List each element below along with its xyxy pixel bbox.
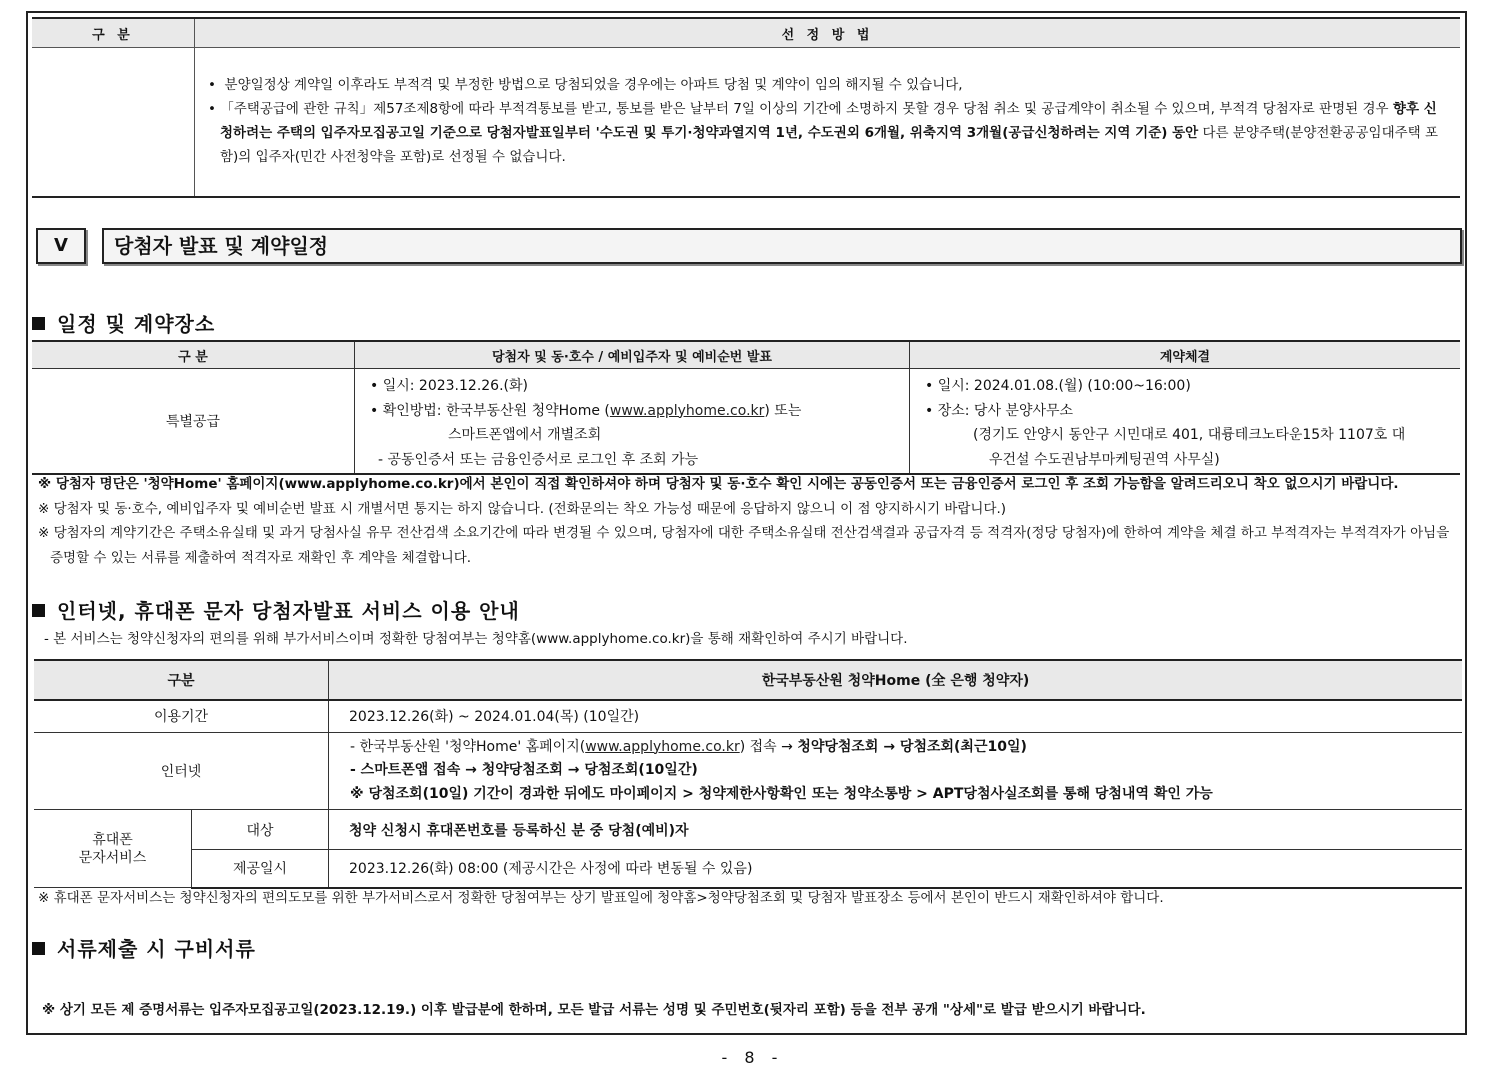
contract-place: • 장소: 당사 분양사무소 — [925, 402, 1074, 419]
internet-line-1 — [350, 736, 1461, 760]
service-table — [34, 659, 1462, 889]
announce-date: • 일시: 2023.12.26.(화) — [370, 378, 528, 394]
schedule-heading — [32, 308, 215, 337]
schedule-header-announce: 당첨자 및 동·호수 / 예비입주자 및 예비순번 발표 — [355, 341, 910, 369]
internet-line-1-post: ) 접속 → — [739, 738, 798, 755]
selection-method-table — [32, 17, 1460, 198]
method-bullet-1-text: 분양일정상 계약일 이후라도 부적격 및 부정한 방법으로 당첨되었을 경우에는 아파트 당첨 및 계약이 임의 해지될 수 있습니다, — [224, 77, 963, 93]
sms-label-2: 문자서비스 — [78, 849, 147, 866]
applyhome-link-2[interactable]: www.applyhome.co.kr — [585, 738, 740, 755]
schedule-row-label: 특별공급 — [32, 369, 355, 475]
service-heading — [32, 595, 520, 624]
method-bullet-2b: 향후 신청하려는 주택의 입주자모집공고일 기준으로 당첨자발표일부터 '수도권 및 투기·청약과열지역 1년, 수도권외 6개월, 위축지역 3개월(공급신청하려는 지역 기준) 동안 — [220, 101, 1437, 141]
internet-cell — [329, 732, 1463, 810]
square-bullet-icon — [32, 317, 45, 330]
internet-line-1-bold: 청약당첨조회 → 당첨조회(최근10일) — [797, 738, 1027, 755]
documents-note: ※ 상기 모든 제 증명서류는 입주자모집공고일(2023.12.19.) 이후 발급분에 한하며, 모든 발급 서류는 성명 및 주민번호(뒷자리 포함) 등을 전부 공개 "상세"로 발급 받으시기 바랍니다. — [42, 1002, 1146, 1018]
schedule-notes — [38, 472, 1458, 570]
sms-label-1: 휴대폰 — [92, 831, 133, 848]
schedule-table — [32, 340, 1460, 475]
section-title: 당첨자 발표 및 계약일정 — [102, 228, 1462, 264]
contract-cell — [910, 369, 1461, 475]
method-bullet-1: • 분양일정상 계약일 이후라도 부적격 및 부정한 방법으로 당첨되었을 경우에는 아파트 당첨 및 계약이 임의 해지될 수 있습니다, — [208, 77, 963, 93]
announce-method-3: - 공동인증서 또는 금융인증서로 로그인 후 조회 가능 — [378, 451, 699, 468]
target-label: 대상 — [192, 810, 329, 850]
method-bullet-2a: 「주택공급에 관한 규칙」제57조제8항에 따라 부적격통보를 받고, 통보를 받은 날부터 7일 이상의 기간에 소명하지 못할 경우 당첨 취소 및 공급계약이 취소될 수 있으며, 부적격 당첨자로 판명된 경우 — [220, 101, 1393, 117]
schedule-note-1: ※ 당첨자 명단은 '청약Home' 홈페이지(www.applyhome.co.kr)에서 본인이 직접 확인하셔야 하며 당첨자 및 동·호수 확인 시에는 공동인증서 또는 금융인증서 로그인 후 조회 가능함을 알려드리오니 착오 없으시기 바랍니다. — [38, 476, 1399, 492]
service-heading-text: 인터넷, 휴대폰 문자 당첨자발표 서비스 이용 안내 — [57, 599, 520, 623]
method-bullet-2: • 「주택공급에 관한 규칙」제57조제8항에 따라 부적격통보를 받고, 통보를 받은 날부터 7일 이상의 기간에 소명하지 못할 경우 당첨 취소 및 공급계약이 취소될 수 있으며, 부적격 당첨자로 판명된 경우 향후 신청하려는 주택의 입주자모집공고일 기준으로 당첨자발표일부터 '수도권 및 투기·청약과열지역 1년, 수도권외 6개월, 위축지역 3개월(공급신청하려는 지역 기준) 동안 다른 분양주택(분양전환공공임대주택 포함)의 입주자(민간 사전청약을 포함)로 선정될 수 없습니다. — [208, 101, 1439, 165]
schedule-note-3: ※ 당첨자의 계약기간은 주택소유실태 및 과거 당첨사실 유무 전산검색 소요기간에 따라 변경될 수 있으며, 당첨자에 대한 주택소유실태 전산검색결과 공급자격 등 적격자(정당 당첨자)에 한하여 계약을 체결 하고 부적격자는 부적격자가 아님을 증명할 수 있는 서류를 제출하여 적격자로 재확인 후 계약을 체결합니다. — [38, 525, 1450, 566]
schedule-header-contract: 계약체결 — [910, 341, 1461, 369]
sms-label — [34, 810, 192, 888]
internet-line-1-pre: - 한국부동산원 '청약Home' 홈페이지( — [350, 738, 586, 755]
square-bullet-icon — [32, 942, 45, 955]
contract-place-3: 우건설 수도권남부마케팅권역 사무실) — [989, 451, 1220, 468]
header-category: 구 분 — [32, 18, 195, 48]
period-label: 이용기간 — [34, 700, 329, 732]
category-cell — [32, 48, 195, 198]
period-value: 2023.12.26(화) ~ 2024.01.04(목) (10일간) — [329, 700, 1463, 732]
contract-date: • 일시: 2024.01.08.(월) (10:00~16:00) — [925, 378, 1191, 394]
page-number: - 8 - — [721, 1048, 784, 1067]
time-value: 2023.12.26(화) 08:00 (제공시간은 사정에 따라 변동될 수 있음) — [329, 850, 1463, 888]
announce-method — [370, 399, 902, 424]
applyhome-link[interactable]: www.applyhome.co.kr — [609, 402, 765, 419]
method-bullet-2c: 다른 분양주택(분양전환공공임대주택 포함)의 입주자(민간 사전청약을 포함)로 선정될 수 없습니다. — [220, 125, 1439, 165]
header-method: 선 정 방 법 — [195, 18, 1461, 48]
target-value: 청약 신청시 휴대폰번호를 등록하신 분 중 당첨(예비)자 — [329, 810, 1463, 850]
documents-note-block — [42, 998, 1462, 1023]
announce-method-post: ) 또는 — [764, 402, 802, 419]
service-note: ※ 휴대폰 문자서비스는 청약신청자의 편의도모를 위한 부가서비스로서 정확한 당첨여부는 상기 발표일에 청약홈>청약당첨조회 및 당첨자 발표장소 등에서 본인이 반드시 재확인하셔야 합니다. — [38, 890, 1164, 906]
schedule-note-2: ※ 당첨자 및 동·호수, 예비입주자 및 예비순번 발표 시 개별서면 통지는 하지 않습니다. (전화문의는 착오 가능성 때문에 응답하지 않으니 이 점 양지하시기 바랍니다.) — [38, 500, 1007, 517]
schedule-heading-text: 일정 및 계약장소 — [57, 312, 216, 336]
internet-label: 인터넷 — [34, 732, 329, 810]
contract-place-2: (경기도 안양시 동안구 시민대로 401, 대륭테크노타운15차 1107호 대 — [973, 427, 1406, 443]
announce-cell — [355, 369, 910, 475]
service-header-category: 구분 — [34, 660, 329, 700]
announce-method-2: 스마트폰앱에서 개별조회 — [448, 427, 602, 443]
service-header-provider: 한국부동산원 청약Home (全 은행 청약자) — [329, 660, 1463, 700]
square-bullet-icon — [32, 604, 45, 617]
method-cell — [195, 48, 1461, 198]
documents-heading — [32, 933, 256, 962]
service-subtext: - 본 서비스는 청약신청자의 편의를 위해 부가서비스이며 정확한 당첨여부는 청약홈(www.applyhome.co.kr)을 통해 재확인하여 주시기 바랍니다. — [44, 631, 908, 647]
section-number: V — [36, 228, 86, 264]
documents-heading-text: 서류제출 시 구비서류 — [57, 937, 256, 961]
schedule-header-category: 구 분 — [32, 341, 355, 369]
internet-line-2: - 스마트폰앱 접속 → 청약당첨조회 → 당첨조회(10일간) — [350, 762, 698, 778]
announce-method-pre: • 확인방법: 한국부동산원 청약Home ( — [370, 402, 610, 419]
internet-line-3: ※ 당첨조회(10일) 기간이 경과한 뒤에도 마이페이지 > 청약제한사항확인 또는 청약소통방 > APT당첨사실조회를 통해 당첨내역 확인 가능 — [350, 785, 1213, 802]
time-label: 제공일시 — [192, 850, 329, 888]
service-note-block — [38, 886, 1458, 911]
